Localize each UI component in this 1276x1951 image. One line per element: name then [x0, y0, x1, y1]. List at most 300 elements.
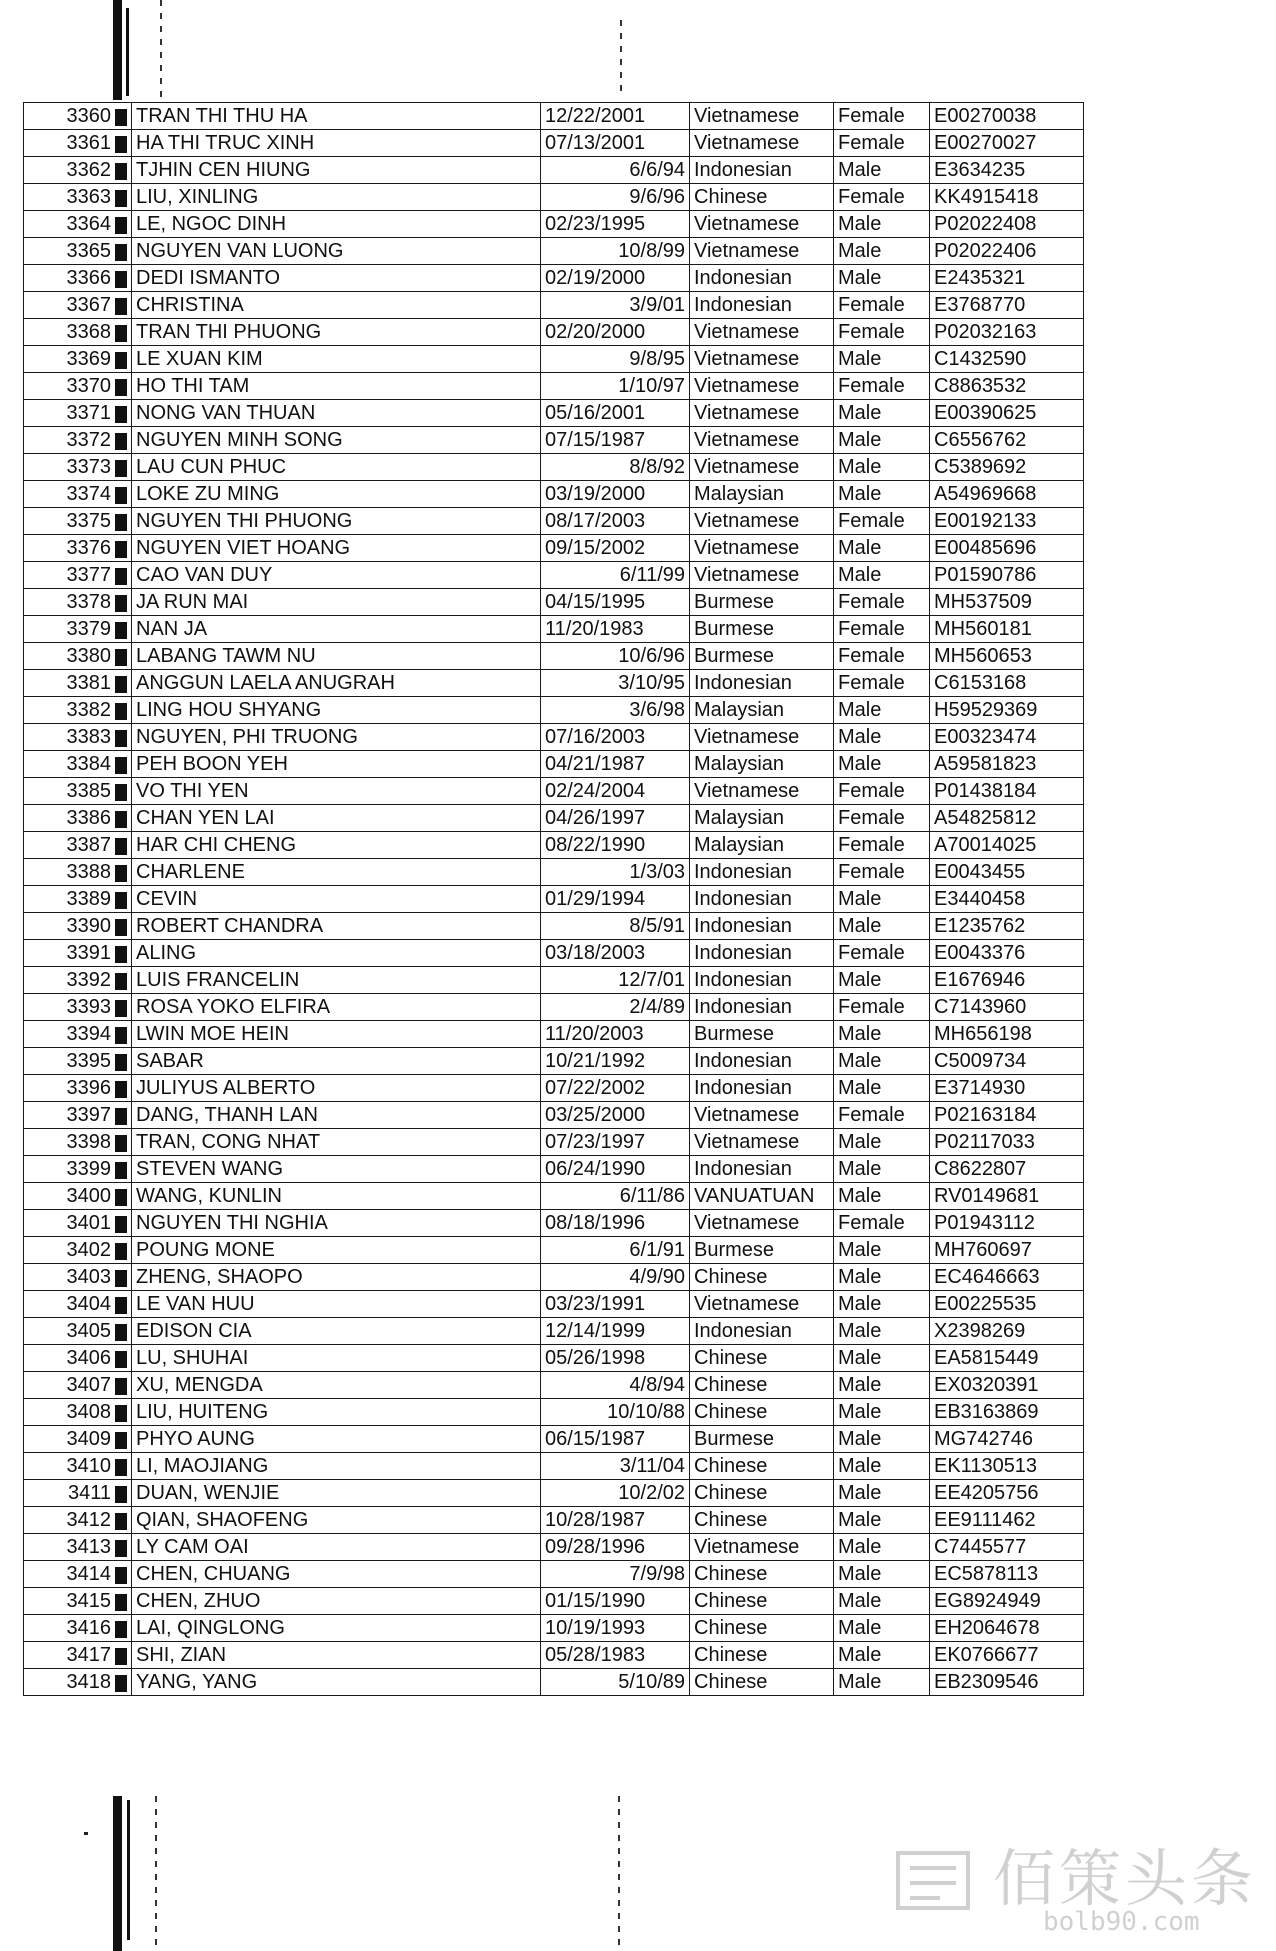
- record-number: 3414: [66, 1563, 111, 1585]
- passport-number: EE4205756: [934, 1482, 1039, 1504]
- date-of-birth: 08/17/2003: [545, 510, 646, 532]
- gender: Male: [838, 888, 882, 910]
- gender-cell: [834, 535, 930, 562]
- full-name-cell: [132, 1507, 541, 1534]
- redaction-mark: [115, 1000, 127, 1017]
- gender: Male: [838, 1509, 882, 1531]
- record-number: 3376: [66, 537, 111, 559]
- nationality: Chinese: [694, 1482, 768, 1504]
- nationality: Chinese: [694, 1617, 768, 1639]
- redaction-mark: [115, 1459, 127, 1476]
- passport-number-cell: [930, 1048, 1084, 1075]
- gender: Male: [838, 753, 882, 775]
- full-name-cell: [132, 1183, 541, 1210]
- nationality-cell: [690, 157, 834, 184]
- redaction-mark: [115, 1324, 127, 1341]
- passport-number: EG8924949: [934, 1590, 1041, 1612]
- date-of-birth: 8/5/91: [629, 915, 685, 937]
- date-of-birth-cell: [541, 1318, 690, 1345]
- full-name-cell: [132, 805, 541, 832]
- record-number: 3403: [66, 1266, 111, 1288]
- full-name: LABANG TAWM NU: [136, 645, 316, 667]
- date-of-birth: 02/19/2000: [545, 267, 646, 289]
- redaction-mark: [115, 1405, 127, 1422]
- full-name: NGUYEN MINH SONG: [136, 429, 343, 451]
- nationality: Burmese: [694, 645, 775, 667]
- full-name-cell: [132, 1669, 541, 1696]
- date-of-birth-cell: [541, 211, 690, 238]
- nationality-cell: [690, 1129, 834, 1156]
- redaction-mark: [115, 1216, 127, 1233]
- full-name: LAI, QINGLONG: [136, 1617, 285, 1639]
- passport-number-cell: [930, 994, 1084, 1021]
- passport-number: EC4646663: [934, 1266, 1040, 1288]
- redaction-mark: [115, 1135, 127, 1152]
- passport-number-cell: [930, 724, 1084, 751]
- date-of-birth: 02/24/2004: [545, 780, 646, 802]
- date-of-birth-cell: [541, 670, 690, 697]
- full-name: LY CAM OAI: [136, 1536, 249, 1558]
- nationality-cell: [690, 508, 834, 535]
- gender-cell: [834, 346, 930, 373]
- record-number-cell: [24, 184, 132, 211]
- gender: Female: [838, 591, 905, 613]
- full-name-cell: [132, 697, 541, 724]
- gender-cell: [834, 184, 930, 211]
- date-of-birth: 12/14/1999: [545, 1320, 646, 1342]
- passport-number-cell: [930, 508, 1084, 535]
- passport-number: E3768770: [934, 294, 1026, 316]
- redaction-mark: [115, 217, 127, 234]
- full-name-cell: [132, 1426, 541, 1453]
- gender: Male: [838, 1239, 882, 1261]
- gender: Female: [838, 105, 905, 127]
- nationality: Chinese: [694, 1455, 768, 1477]
- passport-number-cell: [930, 697, 1084, 724]
- gender-cell: [834, 1561, 930, 1588]
- full-name-cell: [132, 427, 541, 454]
- nationality-cell: [690, 184, 834, 211]
- full-name: SHI, ZIAN: [136, 1644, 227, 1666]
- date-of-birth: 05/16/2001: [545, 402, 646, 424]
- nationality: Indonesian: [694, 915, 792, 937]
- passport-number: EB3163869: [934, 1401, 1039, 1423]
- record-number-cell: [24, 724, 132, 751]
- table-row: [24, 1669, 1084, 1696]
- record-number-cell: [24, 1669, 132, 1696]
- nationality: Indonesian: [694, 996, 792, 1018]
- date-of-birth: 10/2/02: [618, 1482, 685, 1504]
- full-name-cell: [132, 940, 541, 967]
- passport-number-cell: [930, 184, 1084, 211]
- redaction-mark: [115, 919, 127, 936]
- record-number: 3373: [66, 456, 111, 478]
- nationality: Indonesian: [694, 1077, 792, 1099]
- passport-number-cell: [930, 751, 1084, 778]
- redaction-mark: [115, 838, 127, 855]
- nationality-cell: [690, 481, 834, 508]
- record-number-cell: [24, 832, 132, 859]
- table-row: [24, 751, 1084, 778]
- table-row: [24, 1237, 1084, 1264]
- nationality: Vietnamese: [694, 537, 800, 559]
- record-number-cell: [24, 400, 132, 427]
- date-of-birth-cell: [541, 643, 690, 670]
- nationality: Burmese: [694, 1428, 775, 1450]
- record-number: 3398: [66, 1131, 111, 1153]
- full-name-cell: [132, 1237, 541, 1264]
- nationality-cell: [690, 1588, 834, 1615]
- record-number: 3371: [66, 402, 111, 424]
- record-number: 3399: [66, 1158, 111, 1180]
- passport-number-cell: [930, 1642, 1084, 1669]
- full-name-cell: [132, 724, 541, 751]
- record-number-cell: [24, 238, 132, 265]
- records-table-body: [24, 103, 1084, 1696]
- date-of-birth: 01/29/1994: [545, 888, 646, 910]
- full-name-cell: [132, 346, 541, 373]
- full-name: YANG, YANG: [136, 1671, 258, 1693]
- gender: Male: [838, 1617, 882, 1639]
- record-number: 3364: [66, 213, 111, 235]
- record-number: 3413: [66, 1536, 111, 1558]
- date-of-birth: 06/15/1987: [545, 1428, 646, 1450]
- nationality-cell: [690, 346, 834, 373]
- gender-cell: [834, 643, 930, 670]
- full-name: CHRISTINA: [136, 294, 244, 316]
- table-row: [24, 1156, 1084, 1183]
- nationality-cell: [690, 670, 834, 697]
- gender-cell: [834, 400, 930, 427]
- record-number-cell: [24, 562, 132, 589]
- gender: Male: [838, 240, 882, 262]
- gender-cell: [834, 1372, 930, 1399]
- nationality: Chinese: [694, 1563, 768, 1585]
- date-of-birth-cell: [541, 1480, 690, 1507]
- nationality-cell: [690, 319, 834, 346]
- nationality-cell: [690, 1534, 834, 1561]
- nationality-cell: [690, 292, 834, 319]
- redaction-mark: [115, 1243, 127, 1260]
- full-name-cell: [132, 103, 541, 130]
- nationality: Indonesian: [694, 672, 792, 694]
- redaction-mark: [115, 379, 127, 396]
- full-name-cell: [132, 292, 541, 319]
- table-row: [24, 427, 1084, 454]
- passport-number: C1432590: [934, 348, 1027, 370]
- full-name: VO THI YEN: [136, 780, 249, 802]
- record-number-cell: [24, 508, 132, 535]
- passport-number: C6556762: [934, 429, 1027, 451]
- nationality: Vietnamese: [694, 726, 800, 748]
- passport-number: MH560181: [934, 618, 1032, 640]
- gender: Male: [838, 1266, 882, 1288]
- date-of-birth-cell: [541, 1588, 690, 1615]
- gender: Male: [838, 1023, 882, 1045]
- date-of-birth-cell: [541, 1453, 690, 1480]
- record-number-cell: [24, 994, 132, 1021]
- record-number: 3362: [66, 159, 111, 181]
- nationality: Chinese: [694, 1509, 768, 1531]
- record-number-cell: [24, 1642, 132, 1669]
- full-name: NGUYEN THI PHUONG: [136, 510, 353, 532]
- record-number: 3401: [66, 1212, 111, 1234]
- date-of-birth: 9/8/95: [629, 348, 685, 370]
- gender-cell: [834, 508, 930, 535]
- passport-number: E1235762: [934, 915, 1026, 937]
- gender-cell: [834, 319, 930, 346]
- gender-cell: [834, 1021, 930, 1048]
- record-number: 3382: [66, 699, 111, 721]
- nationality: Vietnamese: [694, 510, 800, 532]
- date-of-birth: 03/19/2000: [545, 483, 646, 505]
- record-number: 3391: [66, 942, 111, 964]
- date-of-birth-cell: [541, 427, 690, 454]
- full-name: TRAN THI PHUONG: [136, 321, 322, 343]
- nationality-cell: [690, 994, 834, 1021]
- nationality-cell: [690, 535, 834, 562]
- gender-cell: [834, 994, 930, 1021]
- nationality-cell: [690, 913, 834, 940]
- date-of-birth-cell: [541, 1615, 690, 1642]
- full-name-cell: [132, 643, 541, 670]
- date-of-birth-cell: [541, 697, 690, 724]
- nationality: Malaysian: [694, 753, 785, 775]
- record-number: 3370: [66, 375, 111, 397]
- record-number: 3381: [66, 672, 111, 694]
- watermark-text: 佰策头条: [993, 1842, 1258, 1915]
- record-number: 3387: [66, 834, 111, 856]
- date-of-birth: 02/23/1995: [545, 213, 646, 235]
- date-of-birth: 06/24/1990: [545, 1158, 646, 1180]
- full-name-cell: [132, 481, 541, 508]
- passport-number-cell: [930, 400, 1084, 427]
- record-number-cell: [24, 967, 132, 994]
- record-number-cell: [24, 643, 132, 670]
- date-of-birth-cell: [541, 1426, 690, 1453]
- nationality: Vietnamese: [694, 429, 800, 451]
- gender: Female: [838, 807, 905, 829]
- nationality: Vietnamese: [694, 1293, 800, 1315]
- date-of-birth: 03/23/1991: [545, 1293, 646, 1315]
- redaction-mark: [115, 406, 127, 423]
- redaction-mark: [115, 1297, 127, 1314]
- redaction-mark: [115, 730, 127, 747]
- gender-cell: [834, 967, 930, 994]
- passport-number-cell: [930, 1669, 1084, 1696]
- gender-cell: [834, 1426, 930, 1453]
- full-name: ANGGUN LAELA ANUGRAH: [136, 672, 395, 694]
- record-number-cell: [24, 1615, 132, 1642]
- nationality-cell: [690, 589, 834, 616]
- full-name-cell: [132, 859, 541, 886]
- record-number-cell: [24, 1588, 132, 1615]
- passport-number: P02022408: [934, 213, 1037, 235]
- table-row: [24, 400, 1084, 427]
- gender: Female: [838, 510, 905, 532]
- passport-number-cell: [930, 940, 1084, 967]
- full-name-cell: [132, 454, 541, 481]
- full-name: TJHIN CEN HIUNG: [136, 159, 311, 181]
- gender: Female: [838, 294, 905, 316]
- record-number: 3396: [66, 1077, 111, 1099]
- passport-number: E00485696: [934, 537, 1037, 559]
- record-number-cell: [24, 427, 132, 454]
- record-number: 3397: [66, 1104, 111, 1126]
- passport-number: EK1130513: [934, 1455, 1038, 1477]
- record-number-cell: [24, 616, 132, 643]
- full-name-cell: [132, 1156, 541, 1183]
- record-number: 3405: [66, 1320, 111, 1342]
- full-name-cell: [132, 1129, 541, 1156]
- table-row: [24, 1453, 1084, 1480]
- gender: Male: [838, 213, 882, 235]
- table-row: [24, 1426, 1084, 1453]
- full-name: LE VAN HUU: [136, 1293, 255, 1315]
- gender-cell: [834, 373, 930, 400]
- record-number-cell: [24, 1534, 132, 1561]
- passport-number-cell: [930, 805, 1084, 832]
- full-name-cell: [132, 1534, 541, 1561]
- date-of-birth: 09/15/2002: [545, 537, 646, 559]
- date-of-birth-cell: [541, 1048, 690, 1075]
- passport-number: EC5878113: [934, 1563, 1039, 1585]
- passport-number: P01438184: [934, 780, 1037, 802]
- gender-cell: [834, 1534, 930, 1561]
- table-row: [24, 1372, 1084, 1399]
- gender-cell: [834, 1345, 930, 1372]
- gender-cell: [834, 778, 930, 805]
- full-name-cell: [132, 1480, 541, 1507]
- passport-number: EB2309546: [934, 1671, 1039, 1693]
- date-of-birth: 6/11/99: [619, 564, 685, 586]
- record-number-cell: [24, 1291, 132, 1318]
- full-name-cell: [132, 1102, 541, 1129]
- passport-number-cell: [930, 616, 1084, 643]
- table-row: [24, 1264, 1084, 1291]
- date-of-birth: 10/6/96: [618, 645, 685, 667]
- gender-cell: [834, 1399, 930, 1426]
- record-number: 3404: [66, 1293, 111, 1315]
- table-row: [24, 832, 1084, 859]
- passport-number-cell: [930, 265, 1084, 292]
- gender: Male: [838, 1374, 882, 1396]
- scan-dash-top-mid: [620, 20, 622, 98]
- gender: Male: [838, 1536, 882, 1558]
- nationality: Indonesian: [694, 942, 792, 964]
- redaction-mark: [115, 1081, 127, 1098]
- full-name: LE, NGOC DINH: [136, 213, 287, 235]
- record-number-cell: [24, 130, 132, 157]
- full-name: LIU, HUITENG: [136, 1401, 269, 1423]
- passport-number: EE9111462: [934, 1509, 1036, 1531]
- date-of-birth-cell: [541, 913, 690, 940]
- record-number: 3379: [66, 618, 111, 640]
- date-of-birth: 11/20/1983: [545, 618, 644, 640]
- full-name: NAN JA: [136, 618, 208, 640]
- redaction-mark: [115, 892, 127, 909]
- nationality: Vietnamese: [694, 213, 800, 235]
- gender-cell: [834, 1642, 930, 1669]
- full-name-cell: [132, 886, 541, 913]
- passport-number-cell: [930, 454, 1084, 481]
- record-number: 3372: [66, 429, 111, 451]
- table-row: [24, 211, 1084, 238]
- date-of-birth-cell: [541, 1642, 690, 1669]
- scan-mark-bottom: [113, 1796, 122, 1951]
- date-of-birth: 3/11/04: [619, 1455, 685, 1477]
- redaction-mark: [115, 1054, 127, 1071]
- redaction-mark: [115, 1432, 127, 1449]
- record-number: 3375: [66, 510, 111, 532]
- date-of-birth-cell: [541, 589, 690, 616]
- record-number-cell: [24, 454, 132, 481]
- date-of-birth: 12/22/2001: [545, 105, 646, 127]
- gender: Female: [838, 780, 905, 802]
- nationality: Chinese: [694, 1671, 768, 1693]
- gender: Female: [838, 942, 905, 964]
- gender: Female: [838, 645, 905, 667]
- full-name: LWIN MOE HEIN: [136, 1023, 289, 1045]
- passport-number-cell: [930, 427, 1084, 454]
- gender: Female: [838, 132, 905, 154]
- passport-number-cell: [930, 1129, 1084, 1156]
- full-name: PEH BOON YEH: [136, 753, 288, 775]
- nationality: Malaysian: [694, 699, 785, 721]
- full-name-cell: [132, 1075, 541, 1102]
- full-name: LOKE ZU MING: [136, 483, 280, 505]
- record-number-cell: [24, 1075, 132, 1102]
- nationality: Indonesian: [694, 1320, 792, 1342]
- gender-cell: [834, 886, 930, 913]
- nationality-cell: [690, 724, 834, 751]
- passport-number: E00270027: [934, 132, 1037, 154]
- nationality: Vietnamese: [694, 1212, 800, 1234]
- passport-number-cell: [930, 1399, 1084, 1426]
- table-row: [24, 805, 1084, 832]
- full-name: PHYO AUNG: [136, 1428, 255, 1450]
- redaction-mark: [115, 136, 127, 153]
- full-name: CEVIN: [136, 888, 198, 910]
- full-name-cell: [132, 1615, 541, 1642]
- passport-number: KK4915418: [934, 186, 1039, 208]
- nationality-cell: [690, 1210, 834, 1237]
- date-of-birth: 1/10/97: [618, 375, 685, 397]
- gender: Male: [838, 456, 882, 478]
- nationality-cell: [690, 1345, 834, 1372]
- date-of-birth-cell: [541, 1021, 690, 1048]
- passport-number-cell: [930, 886, 1084, 913]
- gender: Male: [838, 537, 882, 559]
- watermark: [878, 1811, 1258, 1941]
- passport-number: P01943112: [934, 1212, 1035, 1234]
- record-number: 3408: [66, 1401, 111, 1423]
- passport-number-cell: [930, 967, 1084, 994]
- passport-number-cell: [930, 832, 1084, 859]
- full-name: SABAR: [136, 1050, 204, 1072]
- record-number: 3361: [66, 132, 111, 154]
- redaction-mark: [115, 433, 127, 450]
- date-of-birth-cell: [541, 832, 690, 859]
- record-number: 3378: [66, 591, 111, 613]
- redaction-mark: [115, 244, 127, 261]
- gender-cell: [834, 1588, 930, 1615]
- record-number-cell: [24, 940, 132, 967]
- full-name-cell: [132, 373, 541, 400]
- full-name-cell: [132, 319, 541, 346]
- nationality-cell: [690, 427, 834, 454]
- gender: Male: [838, 348, 882, 370]
